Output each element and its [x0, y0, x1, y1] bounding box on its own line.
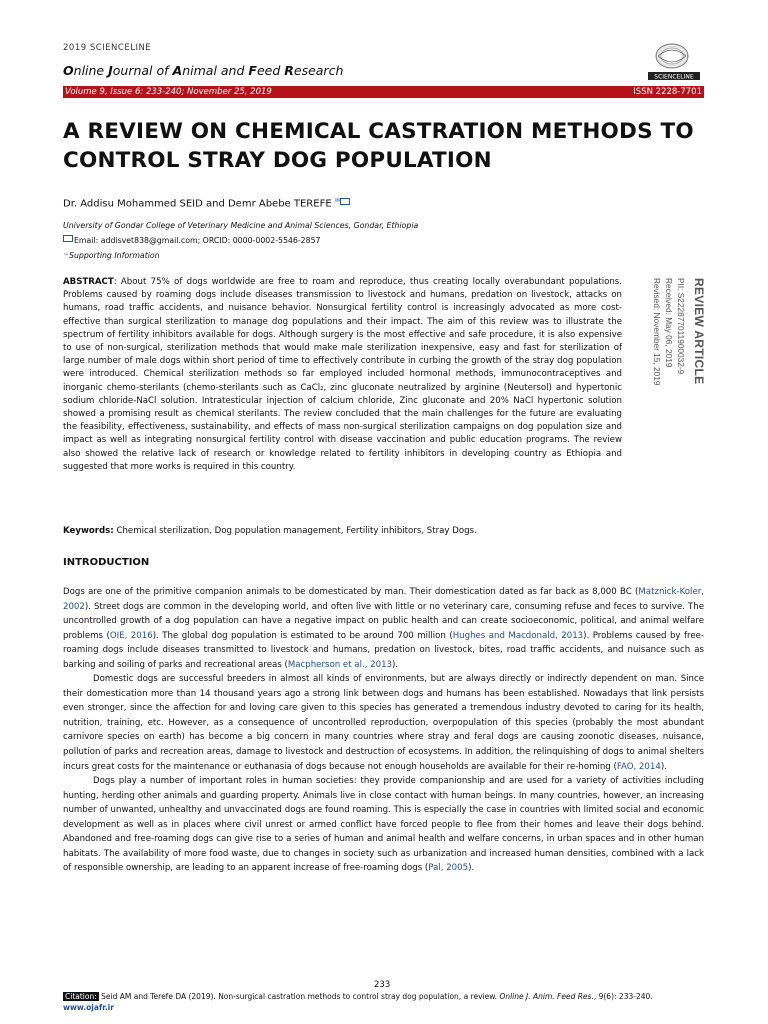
email-link[interactable]: Email: addisvet838@gmail.com; ORCID: 0000-0002-5546-2857: [74, 236, 321, 245]
corresponding-mark: ✉: [334, 197, 340, 204]
paragraph-3: Dogs play a number of important roles in human societies: they provide companionship and are used for a variety of activities including hunting, herding other animals and guarding property. Animals live in close contact with human beings. In many countries, however, an increasing number of unwanted, unhealthy and unvaccinated dogs are found roaming. This is especially the case in countries with limited social and economic development as well as in places where civil unrest or armed conflict have forced people to flee from their homes and leave their dogs behind. Abandoned and free-roaming dogs can give rise to a series of human and animal health and welfare concerns, in urban spaces and in other human habitats. The availability of more food waste, due to changes in society such as urbanization and increased human densities, combined with a lack of responsible ownership, are leading to an apparent increase of free-roaming dogs (Pal, 2005).: [63, 776, 704, 874]
authors: Dr. Addisu Mohammed SEID and Demr Abebe TEREFE: [63, 198, 332, 210]
email-line: [63, 235, 321, 245]
citation-label: Citation:: [65, 992, 97, 1001]
journal-name: Online Journal of Animal and Feed Research: [63, 63, 344, 78]
supporting-info[interactable]: ™Supporting Information: [63, 251, 160, 260]
abstract-label: ABSTRACT: [63, 277, 114, 287]
paragraph-2: Domestic dogs are successful breeders in almost all kinds of environments, but are always directly or indirectly dependent on man. Since their domestication more than 14 thousand years ago a strong link between dogs and humans has been established. Nowadays that link persists even stronger, since the affection for and loving care given to this species has generated a tremendous industry devoted to caring for its health, nutrition, training, etc. However, as a consequence of uncontrolled reproduction, overpopulation of this species (probably the most abundant carnivore species on earth) has become a big concern in many countries where stray and feral dogs are causing zoonotic diseases, nuisance, pollution of parks and recreation areas, damage to livestock and destruction of ecosystems. In addition, the relinquishing of dogs to animal shelters incurs great costs for the maintenance or euthanasia of dogs because not enough households are available for their re-homing (FAO, 2014).: [63, 674, 704, 772]
citation-link[interactable]: Matznick-Koler, 2002: [63, 587, 704, 612]
keywords: Keywords: Chemical sterilization, Dog population management, Fertility inhibitors, Stray Dogs.: [63, 526, 477, 536]
mail-icon: [63, 235, 73, 242]
page-number: 233: [374, 980, 391, 990]
revised-date: Revised: November 15, 2019: [652, 278, 662, 386]
sciencelime-logo-icon: [634, 40, 704, 84]
article-type: REVIEW ARTICLE: [692, 278, 706, 385]
introduction-heading: INTRODUCTION: [63, 557, 150, 568]
logo-text: SCIENCELINE: [654, 73, 694, 81]
received-date: Received: May 06, 2019: [664, 278, 674, 368]
introduction-body: [63, 585, 704, 876]
volume-info: Volume 9, Issue 6: 233-240; November 25, 2019: [65, 87, 272, 97]
paragraph-1: Dogs are one of the primitive companion animals to be domesticated by man. Their domestication dated as far back as 8,000 BC (Matznick-Koler, 2002). Street dogs are common in the developing world, and often live with little or no veterinary care, consuming refuse and feces to survive. The uncontrolled growth of a dog population can have a negative impact on public health and can create socioeconomic, political, and animal welfare problems (OIE, 2016). The global dog population is estimated to be around 700 million (Hughes and Macdonald, 2013). Problems caused by free-roaming dogs include diseases transmitted to livestock and humans, predation on livestock, bites, road traffic accidents, and nuisance such as barking and soiling of parks and recreational areas (Macpherson et al., 2013).: [63, 587, 705, 670]
publisher-tag: 2019 SCIENCELINE: [63, 43, 152, 53]
article-sidebar: [640, 278, 710, 398]
citation-link[interactable]: Pal, 2005: [428, 863, 469, 874]
author-line: [63, 197, 351, 209]
citation-footer: Citation: Seid AM and Terefe DA (2019). Non-surgical castration methods to control stray dog population, a review. Online J. Anim. Feed Res., 9(6): 233-240.: [65, 992, 653, 1001]
abstract-text: : About 75% of dogs worldwide are free to roam and reproduce, thus creating locally overabundant populations. Problems caused by roaming dogs include diseases transmission to livestock and humans, predation on livestock, attacks on humans, road traffic accidents, and nuisance behavior. Nonsurgical fertility control is increasingly advocated as more cost-effective than surgical sterilization to manage dog populations and their impact. The aim of this review was to illustrate the spectrum of fertility inhibitors available for dogs. Although surgery is the most effective and safe procedure, it is also expensive to use of non-surgical, sterilization methods that would make male sterilization inexpensive, easy and fast for sterilization of large number of male dogs within short period of time to effectively contribute in curbing the growth of the stray dog population were introduced. Chemical sterilization methods so far employed included hormonal methods, immunocontraceptives and inorganic chemo-sterilants (chemo-sterilants such as CaCl₂, zinc gluconate neutralized by arginine (Neutersol) and hypertonic sodium chloride-NaCl solution. Intratesticular injection of calcium chloride, Zinc gluconate and 20% NaCl hypertonic solution showed a promising result as chemical sterilants. The review concluded that the main challenges for the future are evaluating the feasibility, effectiveness, sustainability, and effects of mass non-surgical sterilization campaigns on dog population size and impact as well as integrating nonsurgical fertility control with disease vaccination and public education programs. The review also showed the relative lack of research or knowledge related to fertility inhibitors in developing country as Ethiopia and suggested that more works is required in this country.: [63, 277, 622, 472]
citation-link[interactable]: Hughes and Macdonald, 2013: [452, 630, 584, 641]
supporting-mark-icon: ™: [63, 253, 69, 260]
citation-link[interactable]: OIE, 2016: [109, 630, 153, 641]
volume-bar: [63, 86, 704, 98]
citation-link[interactable]: Macpherson et al., 2013: [287, 659, 393, 670]
mail-icon: [340, 198, 350, 205]
abstract: [63, 276, 622, 474]
pii: PII: S222877011900032-9: [676, 278, 686, 375]
affiliation: University of Gondar College of Veterinary Medicine and Animal Sciences, Gondar, Ethiopia: [63, 221, 419, 230]
issn: ISSN 2228-7701: [633, 87, 702, 97]
article-title: A REVIEW ON CHEMICAL CASTRATION METHODS TO CONTROL STRAY DOG POPULATION: [63, 119, 694, 173]
citation-link[interactable]: FAO, 2014: [616, 761, 661, 772]
journal-website-link[interactable]: www.ojafr.ir: [63, 1003, 114, 1012]
